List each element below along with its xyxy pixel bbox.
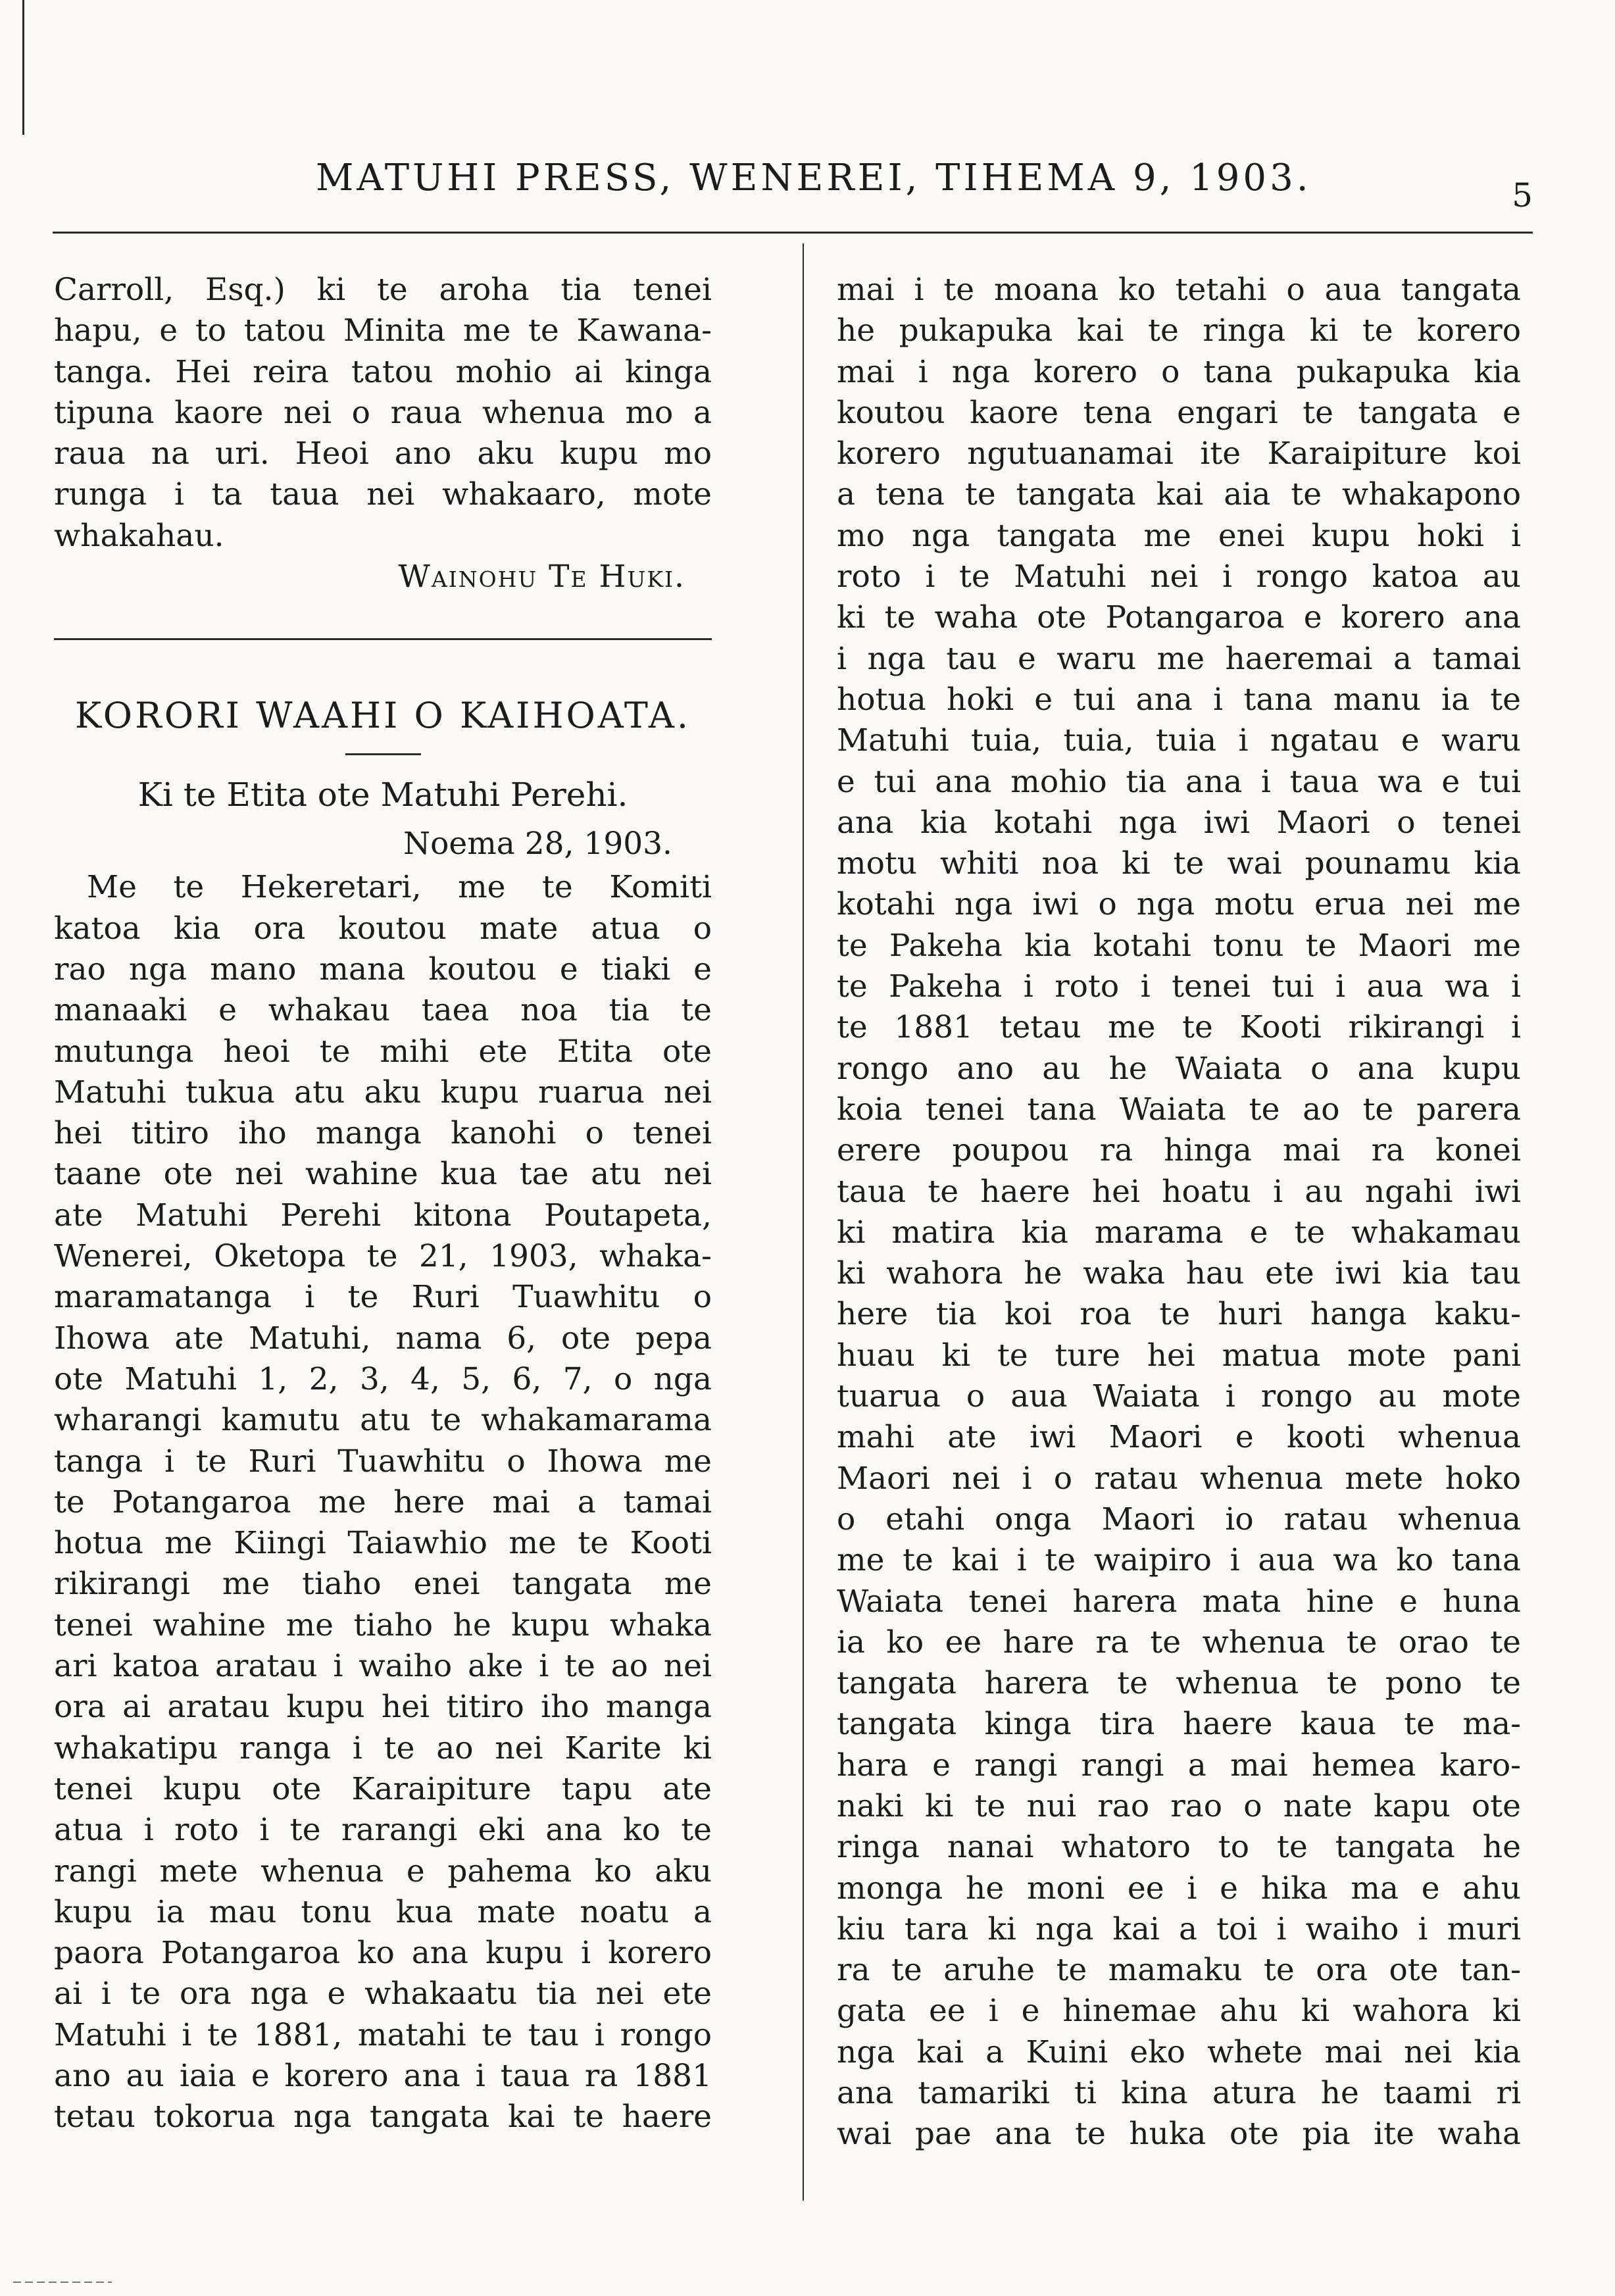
text-line: tuarua o aua Waiata i rongo au mote: [837, 1378, 1521, 1415]
text-line: rangi mete whenua e pahema ko aku: [54, 1853, 712, 1889]
text-line: ote Matuhi 1, 2, 3, 4, 5, 6, 7, o nga: [54, 1360, 712, 1397]
text-line: ringa nanai whatoro to te tangata he: [837, 1829, 1521, 1866]
text-line: kiu tara ki nga kai a toi i waiho i muri: [837, 1910, 1521, 1947]
text-line: whakahau.: [54, 517, 224, 554]
text-line: paora Potangaroa ko ana kupu i korero: [54, 1935, 712, 1972]
text-line: he pukapuka kai te ringa ki te korero: [837, 312, 1521, 349]
text-line: kupu ia mau tonu kua mate noatu a: [54, 1893, 712, 1930]
text-line: a tena te tangata kai aia te whakapono: [837, 476, 1521, 513]
text-line: tanga. Hei reira tatou mohio ai kinga: [54, 353, 712, 390]
text-line: ki te waha ote Potangaroa e korero ana: [837, 599, 1521, 636]
text-line: manaaki e whakau taea noa tia te: [54, 992, 712, 1029]
right-column: [837, 270, 1521, 2155]
text-line: Waiata tenei harera mata hine e huna: [837, 1583, 1521, 1620]
text-line: hara e rangi rangi a mai hemea karo-: [837, 1747, 1521, 1784]
text-line: tipuna kaore nei o raua whenua mo a: [54, 394, 712, 431]
text-line: rao nga mano mana koutou e tiaki e: [54, 951, 712, 987]
text-line: ai i te ora nga e whakaatu tia nei ete: [54, 1976, 712, 2012]
article-heading: KORORI WAAHI O KAIHOATA.: [74, 695, 691, 737]
text-line: ana kia kotahi nga iwi Maori o tenei: [837, 804, 1521, 841]
text-line: atua i roto i te rarangi eki ana ko te: [54, 1812, 712, 1849]
text-line: katoa kia ora koutou mate atua o: [54, 910, 712, 947]
text-line: ki matira kia marama e te whakamau: [837, 1214, 1521, 1251]
article-subheading: Ki te Etita ote Matuhi Perehi.: [137, 776, 628, 814]
text-line: me te kai i te waipiro i aua wa ko tana: [837, 1542, 1521, 1579]
text-line: wharangi kamutu atu te whakamarama: [54, 1402, 712, 1439]
text-line: here tia koi roa te huri hanga kaku-: [837, 1296, 1521, 1333]
text-line: rikirangi me tiaho enei tangata me: [54, 1566, 712, 1603]
text-line: mahi ate iwi Maori e kooti whenua: [837, 1419, 1521, 1456]
heading-rule: [345, 753, 421, 755]
text-line: i nga tau e waru me haeremai a tamai: [837, 640, 1521, 677]
text-line: maramatanga i te Ruri Tuawhitu o: [54, 1279, 712, 1316]
text-line: Matuhi tukua atu aku kupu ruarua nei: [54, 1074, 712, 1111]
text-line: whakatipu ranga i te ao nei Karite ki: [54, 1730, 712, 1766]
text-line: tangata harera te whenua te pono te: [837, 1665, 1521, 1702]
page-header: [53, 157, 1533, 216]
section-rule: [54, 638, 712, 640]
page-number: 5: [1512, 176, 1533, 214]
text-line: te Potangaroa me here mai a tamai: [54, 1484, 712, 1520]
footer-mark: [13, 2282, 112, 2283]
text-line: wai pae ana te huka ote pia ite waha: [837, 2116, 1521, 2153]
text-line: ari katoa aratau i waiho ake i te ao nei: [54, 1648, 712, 1685]
text-line: monga he moni ee i e hika ma e ahu: [837, 1870, 1521, 1907]
text-line: gata ee i e hinemae ahu ki wahora ki: [837, 1993, 1521, 2030]
text-line: hotua me Kiingi Taiawhio me te Kooti: [54, 1525, 712, 1562]
text-line: ra te aruhe te mamaku te ora ote tan-: [837, 1952, 1521, 1989]
text-line: koutou kaore tena engari te tangata e: [837, 394, 1521, 431]
text-line: roto i te Matuhi nei i rongo katoa au: [837, 559, 1521, 595]
text-line: taua te haere hei hoatu i au ngahi iwi: [837, 1173, 1521, 1210]
text-line: raua na uri. Heoi ano aku kupu mo: [54, 436, 712, 472]
text-line: rongo ano au he Waiata o ana kupu: [837, 1050, 1521, 1087]
text-line: Wenerei, Oketopa te 21, 1903, whaka-: [54, 1238, 712, 1275]
text-line: ana tamariki ti kina atura he taami ri: [837, 2075, 1521, 2112]
text-line: ano au iaia e korero ana i taua ra 1881: [54, 2057, 712, 2094]
text-line: runga i ta taua nei whakaaro, mote: [54, 476, 712, 513]
text-line: te Pakeha kia kotahi tonu te Maori me: [837, 927, 1521, 964]
header-rule: [53, 232, 1533, 234]
text-line: tenei wahine me tiaho he kupu whaka: [54, 1607, 712, 1643]
text-line: hapu, e to tatou Minita me te Kawana-: [54, 312, 712, 349]
text-line: e tui ana mohio tia ana i taua wa e tui: [837, 763, 1521, 800]
text-line: ate Matuhi Perehi kitona Poutapeta,: [54, 1197, 712, 1234]
text-line: ia ko ee hare ra te whenua te orao te: [837, 1624, 1521, 1660]
letter-conclusion: [54, 270, 712, 597]
text-line: mai i nga korero o tana pukapuka kia: [837, 353, 1521, 390]
text-line: Me te Hekeretari, me te Komiti: [87, 869, 712, 906]
text-line: o etahi onga Maori io ratau whenua: [837, 1501, 1521, 1537]
text-line: mutunga heoi te mihi ete Etita ote: [54, 1033, 712, 1070]
text-line: Maori nei i o ratau whenua mete hoko: [837, 1460, 1521, 1497]
text-line: koia tenei tana Waiata te ao te parera: [837, 1091, 1521, 1128]
article: [54, 686, 712, 2137]
text-line: tenei kupu ote Karaipiture tapu ate: [54, 1770, 712, 1807]
text-line: huau ki te ture hei matua mote pani: [837, 1337, 1521, 1374]
text-line: te 1881 tetau me te Kooti rikirangi i: [837, 1009, 1521, 1046]
text-line: ora ai aratau kupu hei titiro iho manga: [54, 1689, 712, 1726]
text-line: hotua hoki e tui ana i tana manu ia te: [837, 681, 1521, 718]
text-line: mai i te moana ko tetahi o aua tangata: [837, 272, 1521, 308]
text-line: erere poupou ra hinga mai ra konei: [837, 1132, 1521, 1169]
text-line: Carroll, Esq.) ki te aroha tia tenei: [54, 272, 712, 308]
text-line: te Pakeha i roto i tenei tui i aua wa i: [837, 968, 1521, 1005]
text-line: Matuhi tuia, tuia, tuia i ngatau e waru: [837, 722, 1521, 759]
text-line: tetau tokorua nga tangata kai te haere: [54, 2099, 712, 2135]
text-line: nga kai a Kuini eko whete mai nei kia: [837, 2034, 1521, 2070]
text-line: Ihowa ate Matuhi, nama 6, ote pepa: [54, 1320, 712, 1357]
text-line: taane ote nei wahine kua tae atu nei: [54, 1156, 712, 1193]
text-line: motu whiti noa ki te wai pounamu kia: [837, 845, 1521, 882]
text-line: hei titiro iho manga kanohi o tenei: [54, 1115, 712, 1152]
text-line: kotahi nga iwi o nga motu erua nei me: [837, 886, 1521, 923]
text-line: korero ngutuanamai ite Karaipiture koi: [837, 436, 1521, 472]
text-line: tanga i te Ruri Tuawhitu o Ihowa me: [54, 1443, 712, 1480]
left-column: [54, 270, 712, 2138]
running-head: MATUHI PRESS, WENEREI, TIHEMA 9, 1903.: [316, 157, 1312, 199]
left-margin-line: [22, 0, 24, 135]
letter-signature: Wainohu Te Huki.: [398, 559, 685, 595]
text-line: Matuhi i te 1881, matahi te tau i rongo: [54, 2016, 712, 2053]
text-line: ki wahora he waka hau ete iwi kia tau: [837, 1255, 1521, 1292]
text-line: mo nga tangata me enei kupu hoki i: [837, 517, 1521, 554]
text-line: tangata kinga tira haere kaua te ma-: [837, 1706, 1521, 1743]
text-line: naki ki te nui rao rao o nate kapu ote: [837, 1787, 1521, 1824]
article-dateline: Noema 28, 1903.: [403, 826, 672, 862]
column-divider: [803, 243, 804, 2201]
